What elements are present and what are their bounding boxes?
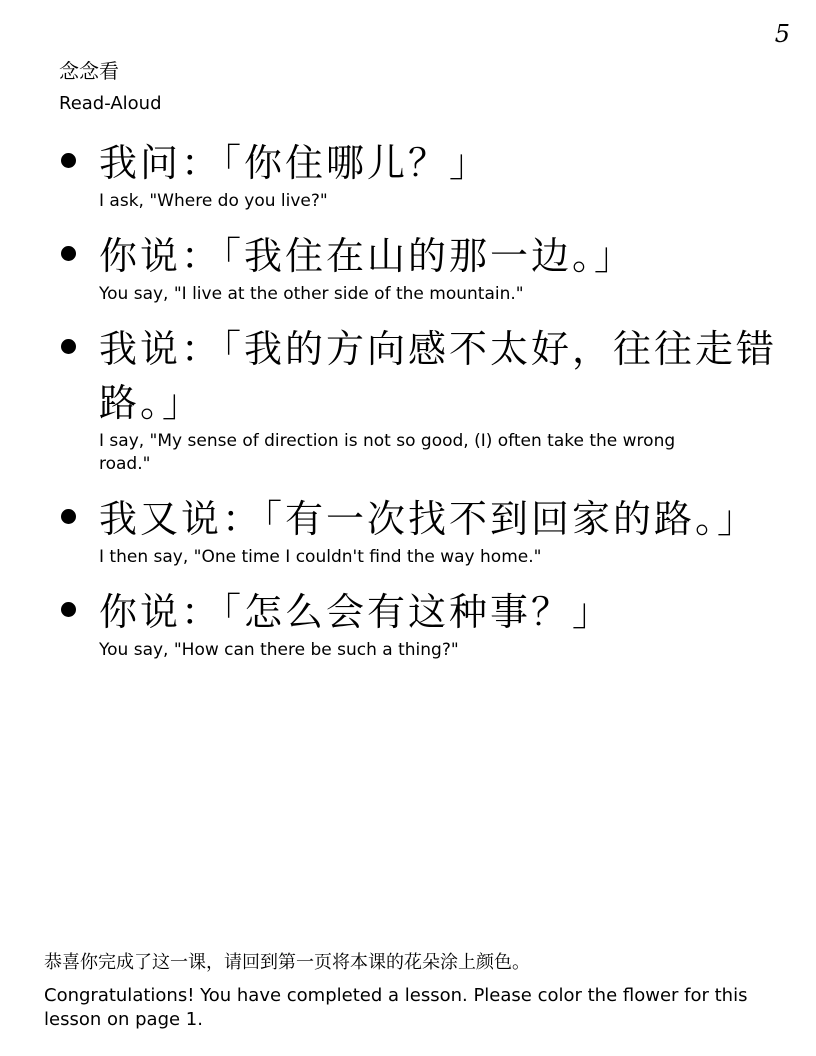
bullet-icon <box>61 509 76 524</box>
english-translation: You say, "I live at the other side of the mountain." <box>99 284 524 304</box>
english-translation: I say, "My sense of direction is not so good, (I) often take the wrong road." <box>99 431 676 474</box>
heading-english: Read-Aloud <box>59 93 162 114</box>
bullet-icon <box>61 246 76 261</box>
english-translation: I then say, "One time I couldn't find the way home." <box>99 547 542 567</box>
list-item <box>59 136 799 213</box>
bullet-icon <box>61 339 76 354</box>
chinese-line: 你说：「我住在山的那一边。」 <box>99 234 636 278</box>
completion-note-chinese: 恭喜你完成了这一课，请回到第一页将本课的花朵涂上颜色。 <box>44 952 530 973</box>
chinese-line: 我说：「我的方向感不太好，往往走错路。」 <box>99 327 778 425</box>
list-item <box>59 322 799 476</box>
heading-chinese: 念念看 <box>59 59 119 83</box>
list-item <box>59 492 799 569</box>
read-aloud-list <box>59 136 799 678</box>
chinese-line: 我又说：「有一次找不到回家的路。」 <box>99 497 759 541</box>
chinese-line: 我问：「你住哪儿？」 <box>99 141 491 185</box>
bullet-icon <box>61 153 76 168</box>
list-item <box>59 585 799 662</box>
list-item <box>59 229 799 306</box>
page-number: 5 <box>774 20 790 48</box>
english-translation: I ask, "Where do you live?" <box>99 191 328 211</box>
chinese-line: 你说：「怎么会有这种事？」 <box>99 590 614 634</box>
section-heading <box>59 56 162 118</box>
completion-note-english: Congratulations! You have completed a lesson. Please color the flower for this lesson on page 1. <box>44 985 748 1030</box>
bullet-icon <box>61 602 76 617</box>
english-translation: You say, "How can there be such a thing?" <box>99 640 459 660</box>
completion-note <box>44 948 794 1032</box>
